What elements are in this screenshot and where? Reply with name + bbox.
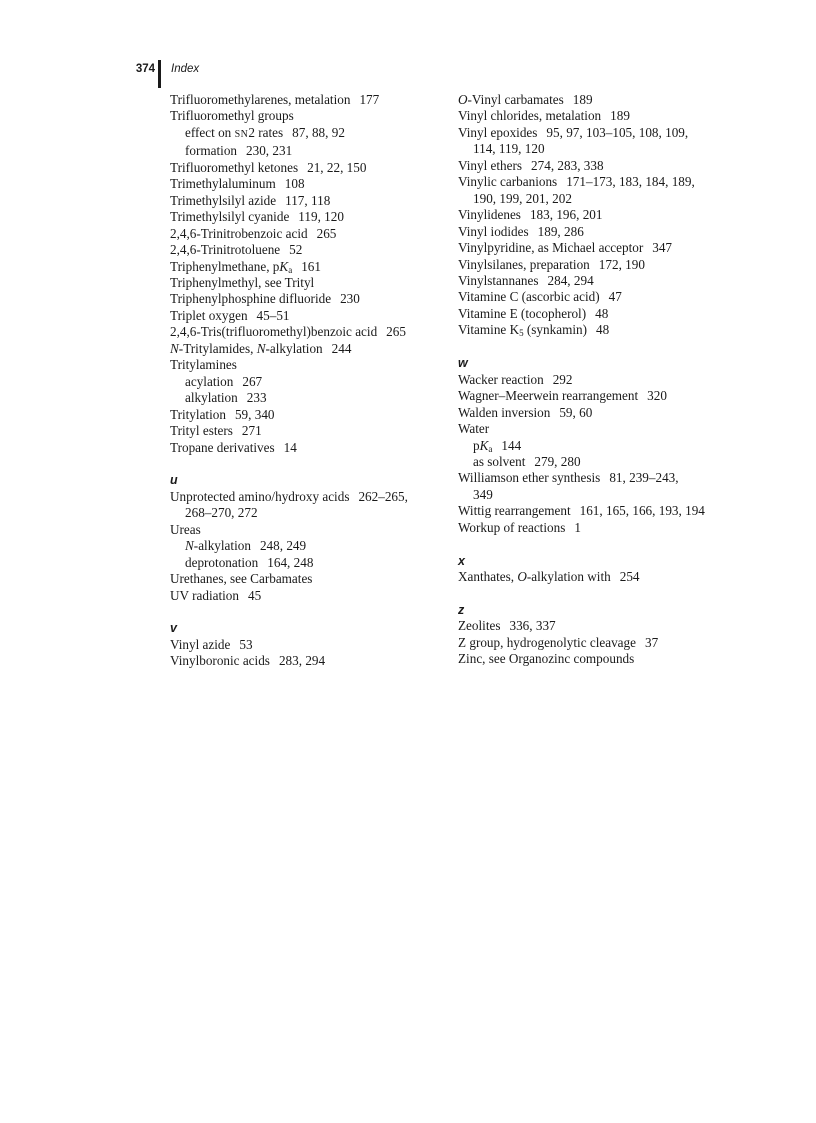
index-entry: Williamson ether synthesis 81, 239–243, <box>458 470 679 486</box>
page-number: 374 <box>135 63 155 75</box>
index-entry: Tritylamines <box>170 357 237 373</box>
index-entry: Trifluoromethyl groups <box>170 108 294 124</box>
index-entry: Vitamine $K_5$ (synkamin) 48 <box>458 322 610 339</box>
header-rule <box>158 60 161 88</box>
index-entry: Vinylsilanes, preparation 172, 190 <box>458 256 645 272</box>
section-gap <box>458 586 733 602</box>
index-entry: Vitamine E (tocopherol) 48 <box>458 305 609 321</box>
index-entry: Triphenylmethane, $pK_a$ 161 <box>170 258 321 275</box>
index-entry-continuation: 349 <box>473 486 493 502</box>
index-entry: Trimethylsilyl azide 117, 118 <box>170 192 331 208</box>
index-entry: 2,4,6-Trinitrobenzoic acid 265 <box>170 225 337 241</box>
index-entry: Tropane derivatives 14 <box>170 439 297 455</box>
index-entry: Vinylboronic acids 283, 294 <box>170 653 326 669</box>
section-letter-u: u <box>170 473 178 488</box>
index-entry-continuation: 190, 199, 201, 202 <box>473 190 572 206</box>
index-subentry: acylation 267 <box>185 373 263 389</box>
section-letter-x: x <box>458 553 465 568</box>
index-entry: Trifluoromethyl ketones 21, 22, 150 <box>170 159 367 175</box>
section-gap <box>170 604 445 620</box>
index-subentry: $pK_a$ 144 <box>473 437 522 454</box>
index-entry: Xanthates, O-alkylation with 254 <box>458 569 640 585</box>
index-entry: Vinylic carbanions 171–173, 183, 184, 189, <box>458 174 695 190</box>
index-entry: Vinylidenes 183, 196, 201 <box>458 207 603 223</box>
index-entry: 2,4,6-Trinitrotoluene 52 <box>170 242 303 258</box>
index-entry: Triplet oxygen 45–51 <box>170 307 290 323</box>
index-entry: Vinylstannanes 284, 294 <box>458 272 594 288</box>
index-entry: Trimethylaluminum 108 <box>170 176 305 192</box>
index-entry: Wagner–Meerwein rearrangement 320 <box>458 388 667 404</box>
index-entry: Unprotected amino/hydroxy acids 262–265, <box>170 488 408 504</box>
index-entry: Water <box>458 421 490 437</box>
index-entry: Ureas <box>170 521 201 537</box>
section-gap <box>458 339 733 355</box>
index-entry: UV radiation 45 <box>170 587 262 603</box>
index-entry-continuation: 114, 119, 120 <box>473 141 545 157</box>
index-entry-continuation: 268–270, 272 <box>185 505 258 521</box>
running-title: Index <box>171 63 200 75</box>
section-gap <box>458 536 733 552</box>
index-entry: Trifluoromethylarenes, metalation 177 <box>170 92 380 107</box>
index-entry: Wacker reaction 292 <box>458 371 573 387</box>
index-entry: Vinyl azide 53 <box>170 636 253 652</box>
index-entry: Trimethylsilyl cyanide 119, 120 <box>170 209 344 225</box>
index-column-right <box>458 92 733 668</box>
index-entry: N-Tritylamides, N-alkylation 244 <box>170 340 352 356</box>
index-entry: Tritylation 59, 340 <box>170 406 275 422</box>
index-entry: 2,4,6-Tris(trifluoromethyl)benzoic acid 265 <box>170 324 406 340</box>
index-subentry: N-alkylation 248, 249 <box>185 538 307 554</box>
section-letter-z: z <box>458 603 465 617</box>
index-entry: Trityl esters 271 <box>170 423 262 439</box>
index-column-left <box>170 92 445 670</box>
index-entry: Zinc, see Organozinc compounds <box>458 651 635 667</box>
index-entry: Vinyl iodides 189, 286 <box>458 223 584 239</box>
index-subentry: effect on SN2 rates 87, 88, 92 <box>185 124 345 140</box>
index-entry: Zeolites 336, 337 <box>458 618 556 634</box>
index-entry: Triphenylphosphine difluoride 230 <box>170 291 360 307</box>
section-gap <box>170 456 445 472</box>
index-entry: O-Vinyl carbamates 189 <box>458 92 593 107</box>
index-entry: Z group, hydrogenolytic cleavage 37 <box>458 634 659 650</box>
index-entry: Vitamine C (ascorbic acid) 47 <box>458 289 622 305</box>
index-subentry: deprotonation 164, 248 <box>185 554 314 570</box>
index-entry: Vinyl chlorides, metalation 189 <box>458 108 630 124</box>
index-entry: Walden inversion 59, 60 <box>458 404 593 420</box>
index-subentry: formation 230, 231 <box>185 143 293 159</box>
index-subentry: as solvent 279, 280 <box>473 453 581 469</box>
section-letter-v: v <box>170 621 177 636</box>
section-letter-w: w <box>458 356 468 371</box>
index-entry: Vinyl epoxides 95, 97, 103–105, 108, 109, <box>458 124 689 140</box>
index-entry: Urethanes, see Carbamates <box>170 571 313 587</box>
index-entry: Vinylpyridine, as Michael acceptor 347 <box>458 240 673 256</box>
index-subentry: alkylation 233 <box>185 390 267 406</box>
index-entry: Triphenylmethyl, see Trityl <box>170 274 315 290</box>
index-entry: Vinyl ethers 274, 283, 338 <box>458 157 604 173</box>
index-entry: Workup of reactions 1 <box>458 519 581 535</box>
index-entry: Wittig rearrangement 161, 165, 166, 193, 194 <box>458 503 705 519</box>
